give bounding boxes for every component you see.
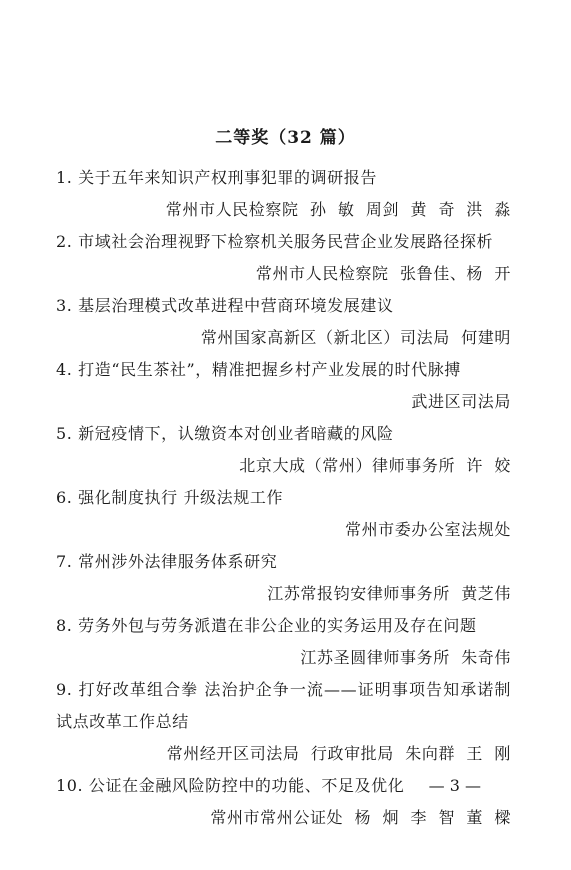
entry-title: 1. 关于五年来知识产权刑事犯罪的调研报告 [56, 168, 377, 187]
entry-title: 6. 强化制度执行 升级法规工作 [56, 488, 284, 507]
award-entry [56, 546, 511, 610]
award-entry [56, 482, 511, 546]
section-heading: 二等奖（32 篇） [215, 128, 356, 148]
award-entry [56, 354, 511, 418]
entry-author: 常州国家高新区（新北区）司法局 何建明 [200, 328, 511, 347]
award-entry [56, 290, 511, 354]
entry-author: 常州经开区司法局 行政审批局 朱向群 王 刚 [166, 744, 511, 763]
entry-author: 江苏常报钧安律师事务所 黄芝伟 [267, 584, 511, 603]
award-entry [56, 610, 511, 674]
entry-title: 8. 劳务外包与劳务派遣在非公企业的实务运用及存在问题 [56, 616, 477, 635]
entry-author: 武进区司法局 [411, 392, 511, 411]
entry-title: 4. 打造“民生茶社”，精准把握乡村产业发展的时代脉搏 [56, 360, 461, 379]
entry-title: 2. 市域社会治理视野下检察机关服务民营企业发展路径探析 [56, 232, 494, 251]
entry-author: 北京大成（常州）律师事务所 许 姣 [239, 456, 511, 475]
entry-title: 7. 常州涉外法律服务体系研究 [56, 552, 278, 571]
entry-title: 10. 公证在金融风险防控中的功能、不足及优化 [56, 776, 405, 795]
entry-title: 5. 新冠疫情下，认缴资本对创业者暗藏的风险 [56, 424, 394, 443]
entry-author: 常州市委办公室法规处 [344, 520, 511, 539]
entry-author: 常州市常州公证处 杨 炯 李 智 董 樑 [210, 808, 511, 827]
page-number: — 3 — [428, 776, 481, 795]
entry-author: 常州市人民检察院 张鲁佳、杨 开 [255, 264, 511, 283]
entry-author: 常州市人民检察院 孙 敏 周剑 黄 奇 洪 淼 [165, 200, 511, 219]
award-list [56, 162, 511, 834]
award-entry [56, 162, 511, 226]
award-entry [56, 674, 511, 770]
award-entry [56, 418, 511, 482]
entry-title: 3. 基层治理模式改革进程中营商环境发展建议 [56, 296, 394, 315]
award-entry [56, 226, 511, 290]
entry-author: 江苏圣圆律师事务所 朱奇伟 [300, 648, 511, 667]
entry-title: 9. 打好改革组合拳 法治护企争一流——证明事项告知承诺制试点改革工作总结 [56, 680, 511, 731]
